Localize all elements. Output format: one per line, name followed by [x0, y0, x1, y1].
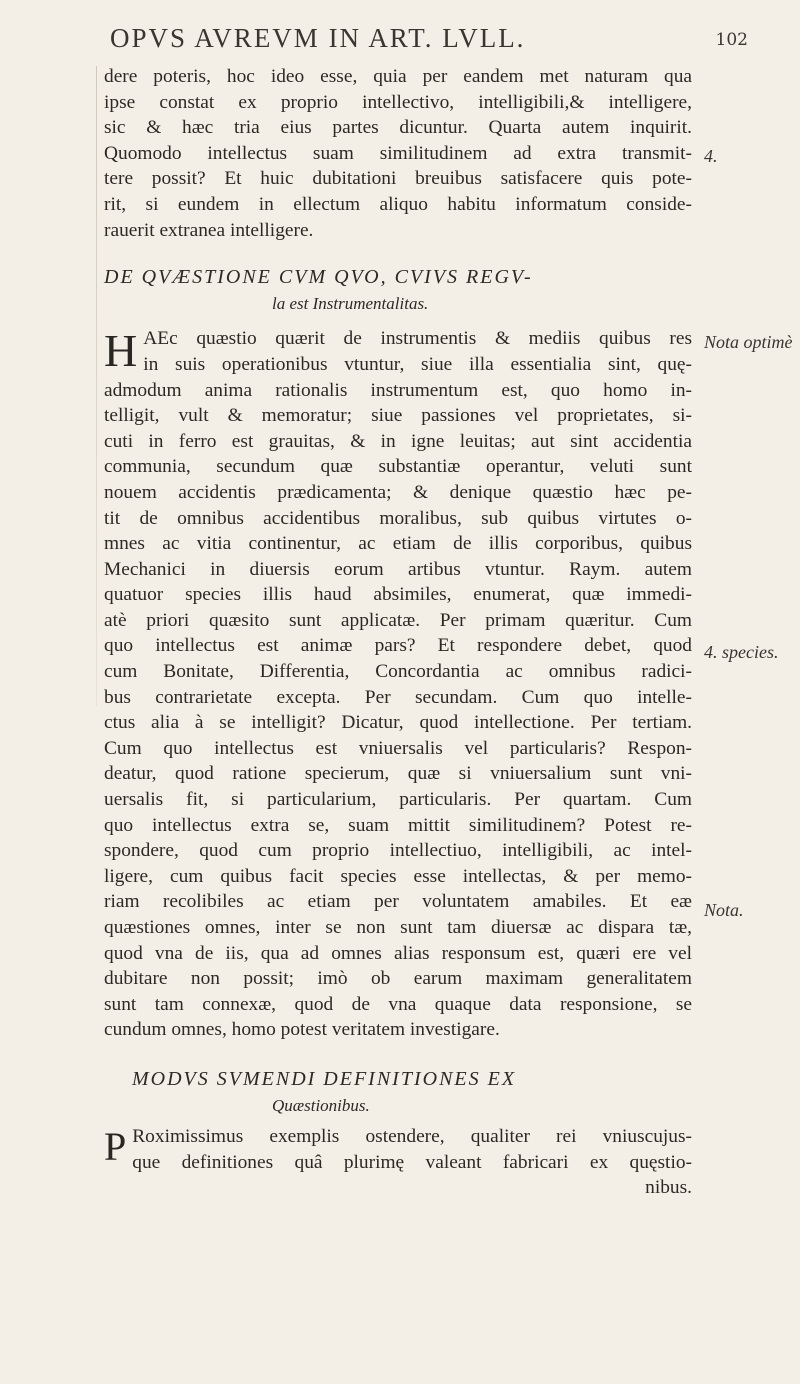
text-line: rit, si eundem in ellectum aliquo habitu informatum conside- [104, 193, 692, 215]
text-line: ligere, cum quibus facit species esse intellectas, & per memo- [104, 865, 692, 887]
text-line: quatuor species illis haud absimiles, enumerat, quæ immedi- [104, 584, 692, 606]
text-line: tere possit? Et huic dubitationi breuibus satisfacere quis pote- [104, 168, 692, 190]
text-line: in suis operationibus vtuntur, siue illa essentialia sint, quę- [143, 353, 692, 375]
text-line: cum Bonitate, Differentia, Concordantia ac omnibus radici- [104, 661, 692, 683]
text-line: Quomodo intellectus suam similitudinem ad extra transmit- [104, 142, 692, 164]
paragraph-3 [104, 1124, 692, 1201]
text-line: nouem accidentis prædicamenta; & denique quæstio hæc pe- [104, 481, 692, 503]
section-subheading-2: Quæstionibus. [272, 1095, 370, 1115]
margin-note-number: 4. [704, 146, 718, 166]
running-title: OPVS AVREVM IN ART. LVLL. [110, 23, 526, 53]
text-line: que definitiones quâ plurimę valeant fabricari ex quęstio- [132, 1151, 692, 1173]
margin-note-nota: Nota. [704, 900, 744, 920]
text-line: AEc quæstio quærit de instrumentis & mediis quibus res [143, 328, 692, 350]
text-line: nibus. [645, 1177, 692, 1199]
paragraph-1 [104, 64, 692, 243]
text-line: riam recolibiles ac etiam per voluntatem amabiles. Et eæ [104, 891, 692, 913]
text-line: quæstiones omnes, inter se non sunt tam diuersæ ac dispara tæ, [104, 917, 692, 938]
text-line: Mechanici in diuersis eorum artibus vtuntur. Raym. autem [104, 558, 692, 580]
page-edge-shadow [96, 66, 97, 706]
text-block [104, 64, 692, 1201]
text-line: rauerit extranea intelligere. [104, 219, 314, 241]
text-line: cuti in ferro est grauitas, & in igne leuitas; aut sint accidentia [104, 430, 692, 452]
text-line: admodum anima rationalis instrumentum est, quo homo in- [104, 379, 692, 401]
section-subheading-1: la est Instrumentalitas. [272, 293, 429, 313]
text-line: quod vna de iis, qua ad omnes alias responsum est, quæri ere vel [104, 942, 692, 964]
running-head [110, 10, 750, 56]
text-line: dere poteris, hoc ideo esse, quia per eandem met naturam qua [104, 66, 692, 87]
paragraph-2 [104, 326, 692, 1043]
text-line: cundum omnes, homo potest veritatem investigare. [104, 1019, 500, 1041]
section-heading-1: DE QVÆSTIONE CVM QVO, CVIVS REGV- [104, 266, 533, 289]
text-line: atè priori quæsito sunt applicatæ. Per primam quæritur. Cum [104, 609, 692, 631]
drop-cap-p: P [104, 1124, 127, 1170]
text-line: ctus alia à se intelligit? Dicatur, quod intellectione. Per tertiam. [104, 712, 692, 734]
text-line: dubitare non possit; imò ob earum maximam generalitatem [104, 968, 692, 990]
text-line: quo intellectus est animæ pars? Et respondere debet, quod [104, 635, 692, 657]
margin-note-species: 4. species. [704, 642, 779, 662]
text-line: quo intellectus extra se, suam mittit similitudinem? Potest re- [104, 814, 692, 836]
page-number: 102 [715, 30, 748, 50]
text-line: Roximissimus exemplis ostendere, qualiter rei vniuscujus- [132, 1126, 692, 1148]
section-heading-2: MODVS SVMENDI DEFINITIONES EX [132, 1067, 517, 1090]
text-line: telligit, vult & memoratur; siue passiones vel proprietates, si- [104, 405, 692, 427]
text-line: deatur, quod ratione specierum, quæ si vniuersalium sunt vni- [104, 763, 692, 785]
text-line: sunt tam connexæ, quod de vna quaque data responsione, se [104, 993, 692, 1015]
text-line: sic & hæc tria eius partes dicuntur. Quarta autem inquirit. [104, 117, 692, 139]
text-line: uersalis fit, si particularium, particularis. Per quartam. Cum [104, 789, 692, 811]
text-line: ipse constat ex proprio intellectivo, intelligibili,& intelligere, [104, 91, 692, 113]
text-line: bus contrarietate excepta. Per secundam. Cum quo intelle- [104, 686, 692, 708]
text-line: Cum quo intellectus est vniuersalis vel particularis? Respon- [104, 737, 692, 759]
margin-note-nota-optima: Nota optimè [704, 332, 793, 352]
text-line: tit de omnibus accidentibus moralibus, sub quibus virtutes o- [104, 507, 692, 529]
text-line: spondere, quod cum proprio intellectiuo, intelligibili, ac intel- [104, 840, 692, 862]
text-line: mnes ac vitia continentur, ac etiam de illis corporibus, quibus [104, 533, 692, 555]
drop-cap-h: H [104, 326, 138, 377]
text-line: communia, secundum quæ substantiæ operantur, veluti sunt [104, 456, 692, 478]
